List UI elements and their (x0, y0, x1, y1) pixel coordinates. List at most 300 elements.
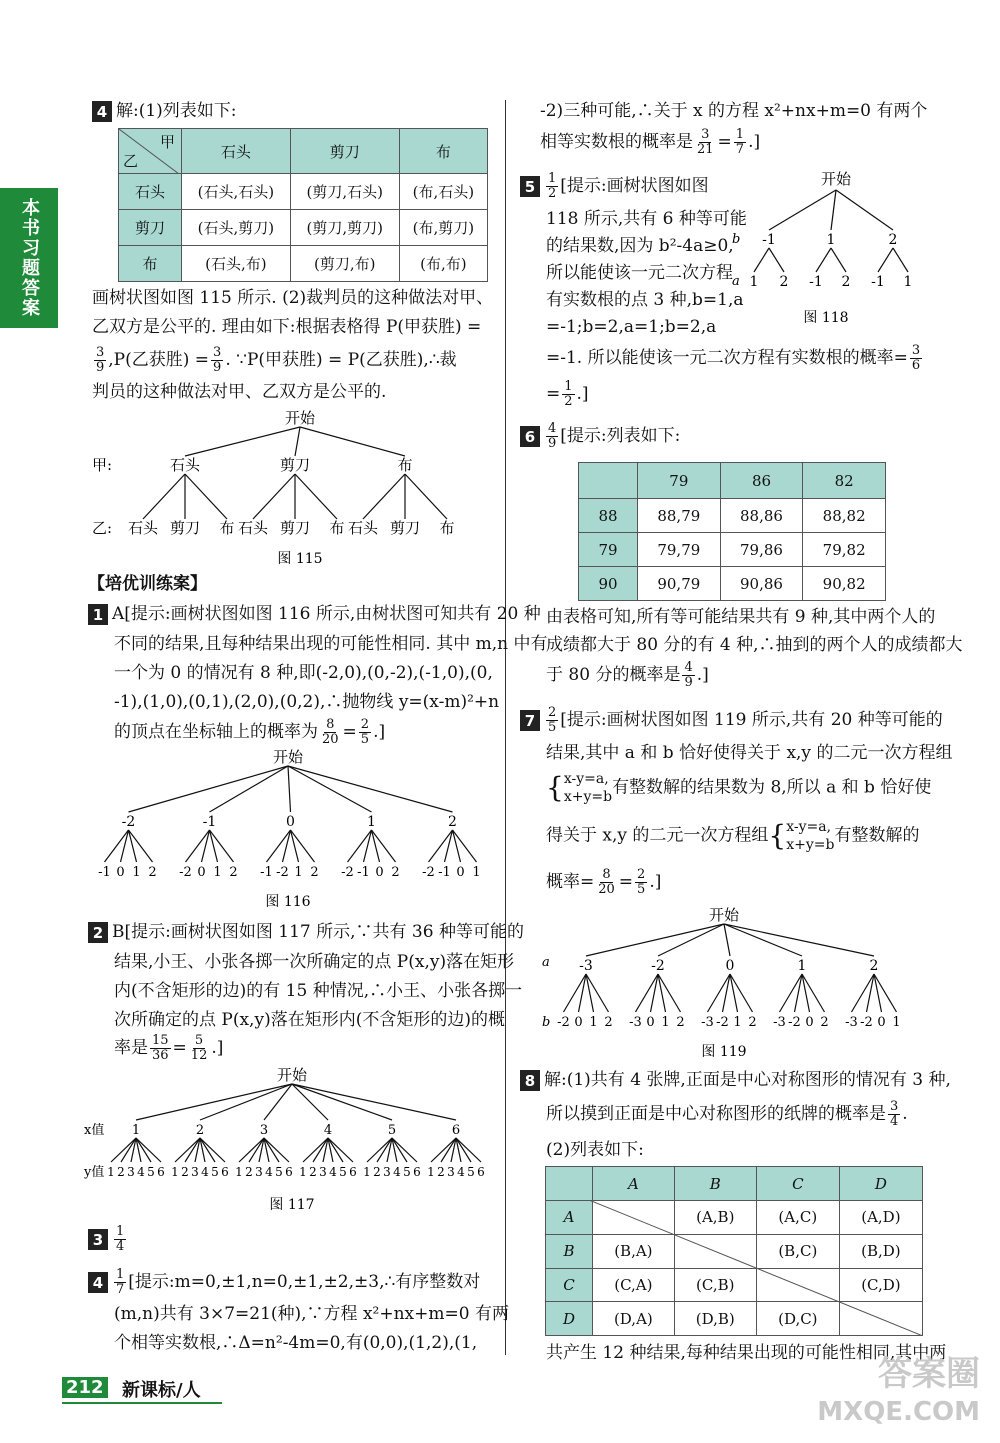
table-cell: (石头,石头) (182, 174, 291, 210)
tree-leaf: -1 (871, 274, 885, 290)
p5-number: 5 (520, 176, 540, 197)
tree-leaf: 1 (171, 1165, 179, 1179)
table-cell: (布,剪刀) (399, 210, 487, 246)
col-header: 剪刀 (290, 129, 399, 174)
p4-line-2: (m,n)共有 3×7=21(种),∵方程 x²+nx+m=0 有两 (114, 1304, 509, 1324)
table-cell: 88,79 (638, 499, 721, 533)
table-cell: (D,A) (593, 1302, 675, 1336)
p7-line-2: 结果,其中 a 和 b 恰好使得关于 x,y 的二元一次方程组 (546, 743, 953, 763)
tree-root: 开始 (708, 906, 740, 924)
tree-branch (292, 1084, 392, 1120)
tree-leaf: 1 (892, 1015, 901, 1030)
tree-branch (831, 190, 836, 230)
tree-leaf: 5 (467, 1165, 475, 1179)
p5-line-2: 118 所示,共有 6 种等可能 (546, 209, 747, 229)
tree-node: 5 (387, 1123, 397, 1138)
tree-root: 开始 (820, 170, 852, 188)
tree-115 (90, 405, 490, 565)
table-cell: (C,D) (839, 1268, 922, 1302)
tree-leaf: 4 (457, 1165, 465, 1179)
p6-text-3: 于 80 分的概率是 $\frac{4}{9}$ .] (546, 660, 709, 690)
q4-text-2: 乙双方是公平的. 理由如下:根据表格得 P(甲获胜) = (92, 317, 482, 337)
fraction: $\frac{1}{4}$ (116, 1224, 125, 1254)
tree-branch (724, 924, 874, 956)
tree-leaf: 1 (107, 1165, 115, 1179)
tree-level-label: 乙: (92, 519, 113, 537)
tree-leaf: 2 (820, 1015, 829, 1030)
tree-branch (658, 924, 724, 956)
q4-text-1: 画树状图如图 115 所示. (2)裁判员的这种做法对甲、 (92, 288, 494, 308)
fraction: $\frac{1}{2}$ (548, 171, 557, 201)
figure-caption: 图 117 (269, 1197, 315, 1213)
tree-leaf: 5 (275, 1165, 283, 1179)
p8-line-1: 8 解:(1)共有 4 张牌,正面是中心对称图形的情况有 3 种, (520, 1069, 951, 1091)
tree-branch (253, 474, 295, 519)
tree-branch (836, 190, 893, 230)
tree-node: -1 (762, 232, 776, 248)
side-tab: 本书习题答案 (0, 188, 58, 328)
row-header: 88 (579, 499, 638, 533)
table-corner (579, 463, 638, 499)
table-cell: 90,79 (638, 567, 721, 601)
tree-branch (300, 427, 405, 456)
series-label: 新课标/人 (122, 1380, 201, 1401)
tree-branch (878, 248, 893, 272)
tree-leaf: -2 (716, 1015, 729, 1030)
tree-117 (82, 1064, 497, 1214)
fraction: $\frac{8}{20}$ (598, 867, 615, 897)
section-title: 【培优训练案】 (88, 574, 207, 594)
tree-leaf: 2 (373, 1165, 381, 1179)
table-row (119, 246, 488, 282)
row-header: 90 (579, 567, 638, 601)
tree-leaf: 0 (805, 1015, 814, 1030)
tree-branch (816, 248, 831, 272)
q4-number: 4 (92, 101, 112, 122)
table-cell: 90,86 (720, 567, 803, 601)
figure-caption: 图 118 (803, 310, 849, 326)
tree-node: 2 (195, 1123, 205, 1138)
tree-leaf: -2 (422, 865, 435, 880)
col-header: D (839, 1167, 922, 1201)
table-cell: (D,B) (674, 1302, 756, 1336)
tree-leaf: 4 (393, 1165, 401, 1179)
tree-level-label: a (732, 274, 740, 289)
tree-leaf: 6 (221, 1165, 229, 1179)
p5-line-7: =-1. 所以能使该一元二次方程有实数根的概率= $\frac{3}{6}$ (546, 343, 921, 373)
fraction: $\frac{2}{5}$ (360, 717, 370, 747)
tree-leaf: 2 (604, 1015, 613, 1030)
p5-line-1: 5 $\frac{1}{2}$ [提示:画树状图如图 (520, 172, 709, 202)
table-cell: (B,C) (756, 1234, 839, 1268)
tree-leaf: 布 (329, 519, 345, 537)
tree-leaf: 1 (213, 865, 222, 880)
tree-leaf: 3 (191, 1165, 199, 1179)
fraction: $\frac{2}{5}$ (637, 867, 646, 897)
column-divider (505, 100, 506, 1355)
p2-line-5: 率是 $\frac{15}{36}$ = $\frac{5}{12}$ .] (114, 1033, 224, 1063)
fraction: $\frac{3}{9}$ (96, 345, 105, 375)
table-row (579, 533, 886, 567)
tree-branch (292, 1084, 328, 1120)
tree-node: 2 (448, 814, 457, 830)
tree-leaf: -3 (701, 1015, 714, 1030)
col-header: 86 (720, 463, 803, 499)
fraction: $\frac{3}{6}$ (911, 343, 921, 373)
table-cell: (剪刀,石头) (290, 174, 399, 210)
tree-leaf: 2 (245, 1165, 253, 1179)
tree-node: 1 (131, 1123, 141, 1138)
p6-text-2: 成绩都大于 80 分的有 4 种,∴抽到的两个人的成绩都大 (546, 635, 963, 655)
tree-leaf: 3 (447, 1165, 455, 1179)
row-header: 石头 (119, 174, 182, 210)
tree-leaf: 5 (403, 1165, 411, 1179)
tree-leaf: 1 (363, 1165, 371, 1179)
tree-leaf: -2 (788, 1015, 801, 1030)
tree-leaf: 2 (309, 1165, 317, 1179)
fraction: $\frac{3}{4}$ (890, 1099, 899, 1129)
p6-number: 6 (520, 426, 540, 447)
tree-leaf: -3 (773, 1015, 786, 1030)
footer-rule (62, 1402, 222, 1404)
table-cell: (布,石头) (399, 174, 487, 210)
cont-line-2: 相等实数根的概率是 $\frac{3}{21}$ = $\frac{1}{7}$ .] (540, 127, 761, 157)
table-corner (119, 129, 182, 174)
tree-leaf: 0 (877, 1015, 886, 1030)
tree-leaf: 2 (310, 865, 319, 880)
tree-leaf: 2 (841, 274, 851, 290)
tree-leaf: 0 (116, 865, 125, 880)
tree-leaf: -1 (809, 274, 823, 290)
p8-line-2: 所以摸到正面是中心对称图形的纸牌的概率是 $\frac{3}{4}$ . (546, 1099, 908, 1129)
tree-leaf: 2 (181, 1165, 189, 1179)
tree-node: 1 (367, 814, 376, 830)
tree-leaf: 1 (235, 1165, 243, 1179)
tree-leaf: 布 (219, 519, 235, 537)
corner-bottom: 乙 (123, 152, 139, 170)
row-header: 剪刀 (119, 210, 182, 246)
tree-leaf: 0 (375, 865, 384, 880)
table-cell: (A,C) (756, 1201, 839, 1235)
table-cell: (D,C) (756, 1302, 839, 1336)
q4-text-3: $\frac{3}{9}$ ,P(乙获胜) = $\frac{3}{9}$ . ∵P(甲获胜) = P(乙获胜),∴裁 (96, 345, 457, 375)
tree-branch (143, 474, 185, 519)
tree-leaf: 6 (285, 1165, 293, 1179)
tree-leaf: 1 (733, 1015, 742, 1030)
tree-node: 1 (826, 232, 836, 248)
tree-leaf: 3 (383, 1165, 391, 1179)
table-row (119, 174, 488, 210)
table-cell: 88,82 (803, 499, 886, 533)
tree-leaf: 1 (472, 865, 481, 880)
tree-branch (185, 427, 300, 456)
tree-leaf: 6 (157, 1165, 165, 1179)
p4-line-3: 个相等实数根,∴Δ=n²-4m=0,有(0,0),(1,2),(1, (114, 1333, 478, 1353)
tree-leaf: 石头 (237, 519, 269, 537)
tree-leaf: 0 (456, 865, 465, 880)
tree-leaf: -2 (860, 1015, 873, 1030)
tree-node: 0 (725, 958, 735, 974)
tree-leaf: 2 (437, 1165, 445, 1179)
tree-level-label: 甲: (92, 456, 113, 474)
tree-level-label: b (542, 1015, 551, 1030)
col-header: B (674, 1167, 756, 1201)
p1-number: 1 (88, 604, 108, 625)
table-cell: (B,A) (593, 1234, 675, 1268)
tree-branch (586, 924, 724, 956)
fraction: $\frac{3}{21}$ (697, 127, 714, 157)
tree-119 (538, 904, 918, 1062)
table-cell: 79,79 (638, 533, 721, 567)
row-header: 布 (119, 246, 182, 282)
equation-system: x-y=a, x+y=b (786, 819, 835, 853)
p2-line-4: 次所确定的点 P(x,y)落在矩形内(不含矩形的边)的概 (114, 1010, 505, 1030)
p3-line (88, 1225, 128, 1257)
tree-leaf: 5 (339, 1165, 347, 1179)
tree-leaf: 3 (319, 1165, 327, 1179)
q4-text-4: 判员的这种做法对甲、乙双方是公平的. (92, 382, 387, 402)
col-header: C (756, 1167, 839, 1201)
col-header: 79 (638, 463, 721, 499)
tree-level-label: a (542, 955, 550, 970)
tree-branch (724, 924, 730, 956)
tree-leaf: 1 (299, 1165, 307, 1179)
tree-leaf: 1 (661, 1015, 670, 1030)
tree-leaf: 0 (646, 1015, 655, 1030)
q4-heading (92, 100, 237, 122)
tree-root: 开始 (284, 409, 316, 427)
tree-leaf: 6 (349, 1165, 357, 1179)
tree-node: 1 (797, 958, 807, 974)
tree-leaf: -2 (557, 1015, 570, 1030)
tree-leaf: 1 (427, 1165, 435, 1179)
figure-caption: 图 115 (277, 551, 323, 565)
tree-node: 剪刀 (279, 456, 311, 474)
tree-leaf: 石头 (127, 519, 159, 537)
tree-branch (405, 474, 447, 519)
tree-node: 0 (286, 814, 295, 830)
col-header: 石头 (182, 129, 291, 174)
fraction: $\frac{3}{9}$ (213, 345, 222, 375)
tree-leaf: 剪刀 (389, 519, 421, 537)
page-number: 212 (62, 1377, 108, 1398)
fraction: $\frac{1}{7}$ (116, 1267, 125, 1297)
tree-node: -1 (202, 814, 217, 830)
table-rps (118, 128, 488, 282)
p6-text-1: 由表格可知,所有等可能结果共有 9 种,其中两个人的 (546, 607, 936, 627)
p2-line-3: 内(不含矩形的边)的有 15 种情况,∴小王、小张各掷一 (114, 981, 523, 1001)
row-header: 79 (579, 533, 638, 567)
p8-line-4: 共产生 12 种结果,每种结果出现的可能性相同,其中两 (546, 1343, 947, 1363)
table-diagonal (589, 1200, 923, 1336)
table-row (579, 567, 886, 601)
tree-branch (185, 474, 227, 519)
brace: { (546, 771, 564, 804)
p1-line-4: -1),(1,0),(0,1),(2,0),(0,2),∴抛物线 y=(x-m)²+n (114, 692, 500, 712)
tree-node: 布 (397, 456, 413, 474)
table-row (119, 210, 488, 246)
tree-branch (831, 248, 846, 272)
tree-leaf: -3 (845, 1015, 858, 1030)
tree-node: 3 (259, 1123, 269, 1138)
tree-node: -3 (579, 958, 593, 974)
table-cell: (剪刀,剪刀) (290, 210, 399, 246)
p7-line-1: 7 $\frac{2}{5}$ [提示:画树状图如图 119 所示,共有 20 种等可能的 (520, 706, 943, 736)
tree-leaf: 2 (676, 1015, 685, 1030)
table-cell: (石头,布) (182, 246, 291, 282)
fraction: $\frac{2}{5}$ (548, 705, 557, 735)
p7-line-3: { x-y=a, x+y=b 有整数解的结果数为 8,所以 a 和 b 恰好使 (546, 768, 931, 810)
table-cell: (A,B) (674, 1201, 756, 1235)
row-header: D (546, 1302, 593, 1336)
tree-branch (724, 924, 802, 956)
tree-node: 2 (888, 232, 898, 248)
tree-branch (129, 766, 289, 812)
table-row (579, 499, 886, 533)
tree-branch (769, 248, 784, 272)
figure-caption: 图 116 (265, 894, 311, 910)
tree-branch (292, 1084, 456, 1120)
tree-leaf: 1 (589, 1015, 598, 1030)
tree-leaf: 2 (117, 1165, 125, 1179)
p1-line-5: 的顶点在坐标轴上的概率为 $\frac{8}{20}$ = $\frac{2}{5}$ .] (114, 717, 386, 747)
tree-leaf: -1 (357, 865, 370, 880)
col-header: A (593, 1167, 675, 1201)
fraction: $\frac{8}{20}$ (322, 717, 339, 747)
p7-line-5: 概率= $\frac{8}{20}$ = $\frac{2}{5}$ .] (546, 867, 662, 897)
p7-line-4: 得关于 x,y 的二元一次方程组{ x-y=a, x+y=b 有整数解的 (546, 816, 919, 858)
tree-branch (288, 766, 372, 812)
fraction: $\frac{1}{7}$ (735, 127, 745, 157)
fraction: $\frac{4}{9}$ (548, 421, 557, 451)
table-cell: 90,82 (803, 567, 886, 601)
tree-117-branches (107, 1084, 485, 1179)
p5-line-4: 所以能使该一元二次方程 (546, 263, 733, 283)
tree-root: 开始 (272, 748, 304, 766)
tree-leaf: 2 (779, 274, 789, 290)
p4-number: 4 (88, 1272, 108, 1293)
p5-line-3: 的结果数,因为 b²-4a≥0, (546, 236, 734, 256)
tree-root: 开始 (276, 1066, 308, 1084)
tree-level-label: x值 (84, 1123, 105, 1138)
tree-node: 石头 (169, 456, 201, 474)
p2-number: 2 (88, 922, 108, 943)
brace: { (768, 819, 787, 852)
corner-top: 甲 (159, 133, 175, 151)
tree-leaf: -1 (260, 865, 273, 880)
tree-116-branches (98, 766, 480, 880)
tree-leaf: 1 (903, 274, 913, 290)
tree-level-label: b (732, 232, 741, 247)
figure-caption: 图 119 (701, 1044, 747, 1060)
fraction: $\frac{4}{9}$ (684, 660, 693, 690)
tree-leaf: 布 (439, 519, 455, 537)
tree-node: -2 (651, 958, 665, 974)
tree-leaf: 2 (391, 865, 400, 880)
p8-number: 8 (520, 1070, 540, 1091)
p1-line-3: 一个为 0 的情况有 8 种,即(-2,0),(0,-2),(-1,0),(0, (114, 663, 493, 683)
tree-leaf: 4 (329, 1165, 337, 1179)
p3-number: 3 (88, 1229, 108, 1250)
p4-line-1: 4 $\frac{1}{7}$ [提示:m=0,±1,n=0,±1,±2,±3,∴有序整数对 (88, 1268, 480, 1300)
p2-line-1: 2 B[提示:画树状图如图 117 所示,∵共有 36 种等可能的 (88, 921, 524, 943)
tree-branch (893, 248, 908, 272)
tree-115-branches (128, 427, 455, 537)
table-scores (578, 462, 886, 601)
p5-line-6: =-1;b=2,a=1;b=2,a (546, 317, 717, 337)
table-cell: 79,86 (720, 533, 803, 567)
table-cell: (石头,剪刀) (182, 210, 291, 246)
tree-leaf: 1 (132, 865, 141, 880)
p2-line-2: 结果,小王、小张各掷一次所确定的点 P(x,y)落在矩形 (114, 952, 515, 972)
tree-leaf: 1 (749, 274, 759, 290)
tree-leaf: 5 (147, 1165, 155, 1179)
table-cell: (C,B) (674, 1268, 756, 1302)
table-cards (545, 1166, 923, 1336)
col-header: 82 (803, 463, 886, 499)
fraction: $\frac{1}{2}$ (564, 379, 573, 409)
table-cell: (C,A) (593, 1268, 675, 1302)
table-cell: (A,D) (839, 1201, 922, 1235)
tree-node: 2 (869, 958, 879, 974)
tree-node: 6 (451, 1123, 461, 1138)
tree-116 (88, 746, 493, 911)
tree-118 (728, 168, 928, 328)
watermark: 答案圈 MXQE.COM (817, 1354, 980, 1427)
tree-leaf: 0 (197, 865, 206, 880)
tree-leaf: 6 (413, 1165, 421, 1179)
tree-branch (769, 190, 836, 230)
p7-number: 7 (520, 710, 540, 731)
tree-node: 4 (323, 1123, 333, 1138)
equation-system: x-y=a, x+y=b (563, 771, 613, 805)
tree-leaf: 石头 (347, 519, 379, 537)
tree-leaf: 1 (294, 865, 303, 880)
p5-line-8: = $\frac{1}{2}$ .] (546, 379, 589, 409)
tree-leaf: 3 (255, 1165, 263, 1179)
tree-119-branches (557, 924, 900, 1030)
tree-leaf: -3 (629, 1015, 642, 1030)
tree-leaf: 2 (748, 1015, 757, 1030)
tree-118-branches (750, 190, 913, 290)
tree-leaf: 4 (201, 1165, 209, 1179)
tree-branch (288, 766, 453, 812)
tree-leaf: -1 (438, 865, 451, 880)
tree-leaf: 2 (229, 865, 238, 880)
col-header: 布 (399, 129, 487, 174)
row-header: A (546, 1201, 593, 1235)
tree-leaf: 4 (265, 1165, 273, 1179)
p5-line-5: 有实数根的点 3 种,b=1,a (546, 290, 744, 310)
tree-leaf: -2 (341, 865, 354, 880)
tree-branch (754, 248, 769, 272)
cont-line-1: -2)三种可能,∴关于 x 的方程 x²+nx+m=0 有两个 (540, 101, 928, 121)
tree-leaf: 剪刀 (279, 519, 311, 537)
tree-branch (363, 474, 405, 519)
tree-leaf: -2 (276, 865, 289, 880)
p1-line-1: 1 A[提示:画树状图如图 116 所示,由树状图可知共有 20 种 (88, 603, 541, 625)
p1-line-2: 不同的结果,且每种结果出现的可能性相同. 其中 m,n 中有 (114, 634, 548, 654)
tree-leaf: 0 (574, 1015, 583, 1030)
tree-branch (288, 766, 291, 812)
tree-leaf: -1 (98, 865, 111, 880)
table-cell: 79,82 (803, 533, 886, 567)
tree-leaf: 5 (211, 1165, 219, 1179)
row-header: C (546, 1268, 593, 1302)
tree-node: -2 (121, 814, 136, 830)
tree-branch (295, 474, 337, 519)
p6-line-1: 6 $\frac{4}{9}$ [提示:列表如下: (520, 422, 680, 452)
